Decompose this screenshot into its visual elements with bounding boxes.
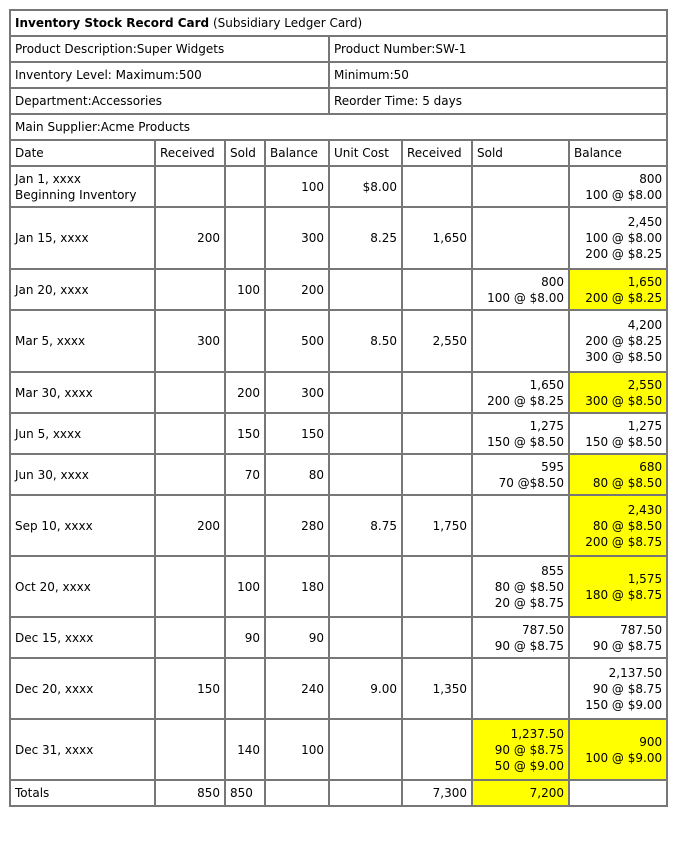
balance-cost-cell-line: 300 @ $8.50: [585, 350, 663, 364]
supplier-row: [10, 114, 667, 140]
total-sold-qty: 850: [225, 780, 265, 806]
received-cost-cell: [402, 269, 472, 310]
sold-qty-cell: [225, 658, 265, 719]
received-cost-cell: [402, 617, 472, 658]
sold-cost-cell-line: 100 @ $8.00: [487, 290, 564, 305]
balance-qty-cell: 500: [265, 310, 329, 372]
product-description: Product Description:Super Widgets: [10, 36, 329, 62]
ledger-row: [10, 269, 667, 310]
sold-cost-cell-line: 800: [541, 274, 564, 289]
sold-cost-cell: [472, 207, 569, 269]
received-qty-cell: [155, 413, 225, 454]
balance-cost-cell-line: 800: [639, 171, 663, 186]
stock-record-table: [9, 9, 668, 807]
balance-cost-cell-line: 4,200: [627, 318, 663, 332]
balance-qty-cell: 80: [265, 454, 329, 495]
column-header: Unit Cost: [329, 140, 402, 166]
balance-cost-cell: [569, 269, 667, 310]
balance-cost-cell-line: 2,450: [627, 215, 663, 229]
sold-cost-cell-line: 20 @ $8.75: [494, 595, 564, 610]
balance-qty-cell: 100: [265, 719, 329, 780]
sold-cost-cell: [472, 269, 569, 310]
sold-cost-cell: [472, 372, 569, 413]
balance-cost-cell-line: 1,650: [627, 274, 663, 289]
balance-cost-cell: [569, 372, 667, 413]
sold-cost-cell-line: 787.50: [522, 622, 564, 637]
column-header: Sold: [225, 140, 265, 166]
main-supplier: Main Supplier:Acme Products: [10, 114, 667, 140]
balance-cost-cell: [569, 556, 667, 617]
ledger-row: [10, 454, 667, 495]
balance-cost-cell-line: 180 @ $8.75: [585, 587, 663, 602]
unit-cost-cell: [329, 719, 402, 780]
card-subtitle: (Subsidiary Ledger Card): [212, 16, 363, 30]
date-cell: [10, 658, 155, 719]
ledger-row: [10, 658, 667, 719]
received-qty-cell: [155, 166, 225, 207]
balance-cost-cell-line: 787.50: [620, 622, 663, 637]
balance-cost-cell-line: 90 @ $8.75: [592, 681, 663, 696]
received-cost-cell: 1,650: [402, 207, 472, 269]
date-cell: [10, 495, 155, 556]
ledger-row: [10, 166, 667, 207]
sold-cost-cell: [472, 556, 569, 617]
received-cost-cell: [402, 719, 472, 780]
total-received-cost: 7,300: [402, 780, 472, 806]
received-qty-cell: 150: [155, 658, 225, 719]
balance-cost-cell-line: 2,550: [627, 377, 663, 392]
ledger-row: [10, 617, 667, 658]
balance-qty-cell: 100: [265, 166, 329, 207]
ledger-row: [10, 413, 667, 454]
date-cell-line: Dec 31, xxxx: [15, 742, 94, 757]
sold-cost-cell: [472, 658, 569, 719]
sold-qty-cell: 70: [225, 454, 265, 495]
received-cost-cell: [402, 556, 472, 617]
balance-qty-cell: 280: [265, 495, 329, 556]
total-unit-cost: [329, 780, 402, 806]
sold-cost-cell-line: 855: [541, 563, 564, 578]
sold-qty-cell: [225, 310, 265, 372]
ledger-row: [10, 556, 667, 617]
balance-qty-cell: 240: [265, 658, 329, 719]
sold-qty-cell: 100: [225, 269, 265, 310]
sold-qty-cell: 200: [225, 372, 265, 413]
ledger-row: [10, 372, 667, 413]
balance-cost-cell-line: 150 @ $9.00: [585, 697, 663, 712]
column-header: Sold: [472, 140, 569, 166]
balance-cost-cell-line: 80 @ $8.50: [592, 518, 663, 533]
balance-qty-cell: 180: [265, 556, 329, 617]
sold-qty-cell: [225, 166, 265, 207]
card-title-cell: [10, 10, 667, 36]
balance-cost-cell-line: 1,275: [627, 418, 663, 433]
totals-label: Totals: [10, 780, 155, 806]
inventory-level-row: [10, 62, 667, 88]
date-cell-line: Mar 30, xxxx: [15, 385, 93, 400]
received-qty-cell: [155, 454, 225, 495]
sold-cost-cell-line: 1,650: [529, 377, 564, 392]
received-cost-cell: [402, 372, 472, 413]
sold-cost-cell-line: 150 @ $8.50: [487, 434, 564, 449]
stock-record-card: [9, 9, 668, 807]
unit-cost-cell: 8.75: [329, 495, 402, 556]
received-qty-cell: [155, 556, 225, 617]
received-qty-cell: 200: [155, 207, 225, 269]
date-cell-line: Dec 20, xxxx: [15, 681, 94, 696]
column-header: Date: [10, 140, 155, 166]
column-header: Received: [155, 140, 225, 166]
balance-cost-cell-line: 80 @ $8.50: [592, 475, 663, 490]
ledger-row: [10, 207, 667, 269]
balance-cost-cell: [569, 617, 667, 658]
sold-cost-cell: [472, 413, 569, 454]
date-cell: [10, 166, 155, 207]
balance-cost-cell-line: 1,575: [627, 571, 663, 586]
received-cost-cell: [402, 166, 472, 207]
title-row: [10, 10, 667, 36]
balance-cost-cell: [569, 495, 667, 556]
unit-cost-cell: [329, 556, 402, 617]
date-cell-line: Beginning Inventory: [15, 187, 137, 202]
date-cell-line: Jan 20, xxxx: [15, 282, 89, 297]
date-cell: [10, 207, 155, 269]
balance-cost-cell-line: 90 @ $8.75: [592, 638, 663, 653]
balance-cost-cell-line: 200 @ $8.25: [585, 290, 663, 305]
product-number: Product Number:SW-1: [329, 36, 667, 62]
received-qty-cell: 200: [155, 495, 225, 556]
sold-cost-cell-line: 80 @ $8.50: [494, 579, 564, 594]
sold-cost-cell: [472, 719, 569, 780]
department: Department:Accessories: [10, 88, 329, 114]
column-header-row: [10, 140, 667, 166]
sold-cost-cell: [472, 166, 569, 207]
balance-cost-cell-line: 150 @ $8.50: [585, 434, 663, 449]
sold-cost-cell: [472, 495, 569, 556]
ledger-row: [10, 495, 667, 556]
total-sold-cost: 7,200: [472, 780, 569, 806]
balance-cost-cell-line: 100 @ $8.00: [585, 187, 663, 202]
unit-cost-cell: [329, 269, 402, 310]
sold-cost-cell-line: 90 @ $8.75: [494, 638, 564, 653]
unit-cost-cell: $8.00: [329, 166, 402, 207]
ledger-row: [10, 310, 667, 372]
department-row: [10, 88, 667, 114]
received-qty-cell: [155, 617, 225, 658]
balance-cost-cell: [569, 166, 667, 207]
sold-cost-cell-line: 200 @ $8.25: [487, 393, 564, 408]
balance-cost-cell-line: 200 @ $8.25: [585, 247, 663, 261]
balance-qty-cell: 90: [265, 617, 329, 658]
unit-cost-cell: [329, 454, 402, 495]
ledger-row: [10, 719, 667, 780]
total-received-qty: 850: [155, 780, 225, 806]
balance-qty-cell: 300: [265, 372, 329, 413]
received-cost-cell: [402, 454, 472, 495]
unit-cost-cell: [329, 617, 402, 658]
date-cell: [10, 269, 155, 310]
reorder-time: Reorder Time: 5 days: [329, 88, 667, 114]
sold-cost-cell-line: 1,237.50: [510, 726, 564, 741]
date-cell: [10, 454, 155, 495]
total-balance-cost: [569, 780, 667, 806]
sold-cost-cell: [472, 617, 569, 658]
column-header: Balance: [265, 140, 329, 166]
sold-qty-cell: 150: [225, 413, 265, 454]
date-cell: [10, 556, 155, 617]
totals-row: [10, 780, 667, 806]
balance-cost-cell-line: 2,137.50: [608, 665, 663, 680]
sold-qty-cell: [225, 207, 265, 269]
balance-qty-cell: 200: [265, 269, 329, 310]
sold-cost-cell-line: 90 @ $8.75: [494, 742, 564, 757]
date-cell: [10, 719, 155, 780]
balance-cost-cell: [569, 454, 667, 495]
balance-cost-cell: [569, 413, 667, 454]
sold-cost-cell-line: 1,275: [529, 418, 564, 433]
sold-cost-cell: [472, 310, 569, 372]
product-row: [10, 36, 667, 62]
date-cell-line: Jan 15, xxxx: [15, 231, 89, 245]
sold-qty-cell: 140: [225, 719, 265, 780]
date-cell-line: Jan 1, xxxx: [15, 171, 81, 186]
sold-cost-cell: [472, 454, 569, 495]
column-header: Balance: [569, 140, 667, 166]
balance-cost-cell: [569, 658, 667, 719]
balance-qty-cell: 300: [265, 207, 329, 269]
received-qty-cell: 300: [155, 310, 225, 372]
balance-cost-cell: [569, 719, 667, 780]
inventory-minimum: Minimum:50: [329, 62, 667, 88]
date-cell-line: Dec 15, xxxx: [15, 630, 94, 645]
received-cost-cell: 1,350: [402, 658, 472, 719]
date-cell: [10, 310, 155, 372]
balance-cost-cell-line: 900: [639, 734, 663, 749]
total-balance-qty: [265, 780, 329, 806]
unit-cost-cell: 9.00: [329, 658, 402, 719]
sold-qty-cell: [225, 495, 265, 556]
unit-cost-cell: [329, 372, 402, 413]
unit-cost-cell: 8.50: [329, 310, 402, 372]
date-cell-line: Oct 20, xxxx: [15, 579, 91, 594]
date-cell: [10, 372, 155, 413]
balance-cost-cell-line: 200 @ $8.25: [585, 334, 663, 348]
balance-cost-cell-line: 300 @ $8.50: [585, 393, 663, 408]
unit-cost-cell: [329, 413, 402, 454]
balance-cost-cell-line: 100 @ $9.00: [585, 750, 663, 765]
received-qty-cell: [155, 719, 225, 780]
received-qty-cell: [155, 269, 225, 310]
balance-cost-cell-line: 680: [639, 459, 663, 474]
balance-cost-cell: [569, 310, 667, 372]
received-cost-cell: [402, 413, 472, 454]
balance-qty-cell: 150: [265, 413, 329, 454]
sold-cost-cell-line: 595: [541, 459, 564, 474]
received-qty-cell: [155, 372, 225, 413]
balance-cost-cell: [569, 207, 667, 269]
date-cell-line: Jun 5, xxxx: [15, 426, 82, 441]
inventory-level: Inventory Level: Maximum:500: [10, 62, 329, 88]
date-cell: [10, 413, 155, 454]
balance-cost-cell-line: 100 @ $8.00: [585, 231, 663, 245]
sold-qty-cell: 90: [225, 617, 265, 658]
balance-cost-cell-line: 2,430: [627, 502, 663, 517]
sold-cost-cell-line: 70 @$8.50: [498, 475, 564, 490]
date-cell-line: Jun 30, xxxx: [15, 467, 89, 482]
date-cell: [10, 617, 155, 658]
date-cell-line: Sep 10, xxxx: [15, 518, 93, 533]
date-cell-line: Mar 5, xxxx: [15, 334, 86, 348]
received-cost-cell: 1,750: [402, 495, 472, 556]
unit-cost-cell: 8.25: [329, 207, 402, 269]
card-title: Inventory Stock Record Card: [15, 16, 210, 30]
column-header: Received: [402, 140, 472, 166]
balance-cost-cell-line: 200 @ $8.75: [585, 534, 663, 549]
received-cost-cell: 2,550: [402, 310, 472, 372]
sold-cost-cell-line: 50 @ $9.00: [494, 758, 564, 773]
sold-qty-cell: 100: [225, 556, 265, 617]
